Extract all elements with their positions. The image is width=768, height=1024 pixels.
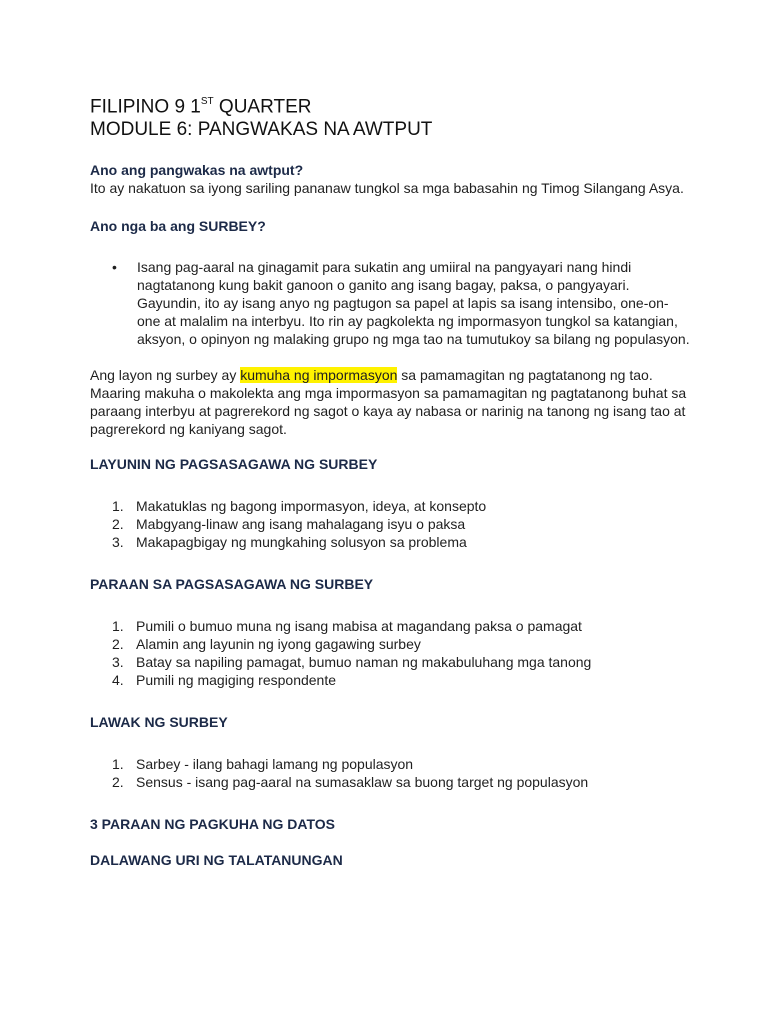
list-item-text: Makatuklas ng bagong impormasyon, ideya, at konsepto bbox=[136, 498, 487, 515]
list-item: 4. Pumili ng magiging respondente bbox=[112, 672, 337, 689]
document-page bbox=[90, 91, 690, 869]
section-heading-layunin: LAYUNIN NG PAGSASAGAWA NG SURBEY bbox=[90, 456, 378, 473]
list-item: 3. Makapagbigay ng mungkahing solusyon sa problema bbox=[112, 534, 467, 551]
document-subtitle: MODULE 6: PANGWAKAS NA AWTPUT bbox=[90, 119, 433, 141]
list-item-text: Makapagbigay ng mungkahing solusyon sa problema bbox=[136, 534, 467, 551]
list-item: 2. Mabgyang-linaw ang isang mahalagang isyu o paksa bbox=[112, 516, 466, 533]
document-title bbox=[90, 91, 690, 118]
section-heading-datos: 3 PARAAN NG PAGKUHA NG DATOS bbox=[90, 816, 336, 833]
layon-before: Ang layon ng surbey ay bbox=[90, 367, 241, 384]
list-item: 1. Sarbey - ilang bahagi lamang ng populasyon bbox=[112, 756, 414, 773]
surbey-question: Ano nga ba ang SURBEY? bbox=[90, 218, 266, 235]
list-item: 1. Pumili o bumuo muna ng isang mabisa at magandang paksa o pamagat bbox=[112, 618, 582, 635]
title-line1-prefix: FILIPINO 9 1 bbox=[90, 96, 201, 118]
layon-after: sa pamamagitan ng pagtatanong ng tao. Maaring makuha o makolekta ang mga impormasyon sa pamamagitan ng pagtatanong buhat sa paraang interbyu at pagrerekord ng sagot o kaya ay nabasa or narinig na tanong ng isang tao at pagrerekord ng kaniyang sagot. bbox=[90, 367, 687, 438]
section-heading-talatanungan: DALAWANG URI NG TALATANUNGAN bbox=[90, 852, 343, 869]
section-heading-paraan: PARAAN SA PAGSASAGAWA NG SURBEY bbox=[90, 576, 374, 593]
list-item-text: Sarbey - ilang bahagi lamang ng populasyon bbox=[136, 756, 414, 773]
list-item-text: Batay sa napiling pamagat, bumuo naman ng makabuluhang mga tanong bbox=[136, 654, 592, 671]
list-item: 1. Makatuklas ng bagong impormasyon, ideya, at konsepto bbox=[112, 498, 487, 515]
surbey-definition-list bbox=[90, 258, 690, 348]
section-heading-lawak: LAWAK NG SURBEY bbox=[90, 714, 228, 731]
lawak-list bbox=[90, 755, 690, 791]
list-item-text: Pumili o bumuo muna ng isang mabisa at magandang paksa o pamagat bbox=[136, 618, 582, 635]
highlighted-text: kumuha ng impormasyon bbox=[240, 367, 398, 384]
list-item: 3. Batay sa napiling pamagat, bumuo naman ng makabuluhang mga tanong bbox=[112, 654, 592, 671]
title-line1-suffix: QUARTER bbox=[213, 96, 312, 118]
list-item: 2. Alamin ang layunin ng iyong gagawing surbey bbox=[112, 636, 421, 653]
list-item-text: Sensus - isang pag-aaral na sumasaklaw sa buong target ng populasyon bbox=[136, 774, 589, 791]
list-item-text: Mabgyang-linaw ang isang mahalagang isyu o paksa bbox=[136, 516, 466, 533]
list-item: 2. Sensus - isang pag-aaral na sumasaklaw sa buong target ng populasyon bbox=[112, 774, 589, 791]
surbey-definition-text: Isang pag-aaral na ginagamit para sukatin ang umiiral na pangyayari nang hindi nagtatanong kung bakit ganoon o ganito ang isang bagay, paksa, o pangyayari. Gayundin, ito ay isang anyo ng pagtugon sa papel at lapis sa isang intensibo, one-on-one at malalim na interbyu. Ito rin ay pagkolekta ng impormasyon tungkol sa katangian, aksyon, o opinyon ng malaking grupo ng mga tao na tumutukoy sa bilang ng populasyon. bbox=[137, 259, 690, 348]
list-item-text: Alamin ang layunin ng iyong gagawing surbey bbox=[136, 636, 421, 653]
layon-paragraph bbox=[90, 366, 690, 438]
bullet-icon: • bbox=[112, 259, 117, 276]
paraan-list bbox=[90, 617, 690, 689]
intro-question: Ano ang pangwakas na awtput? bbox=[90, 162, 304, 179]
list-item-text: Pumili ng magiging respondente bbox=[136, 672, 337, 689]
intro-answer: Ito ay nakatuon sa iyong sariling pananaw tungkol sa mga babasahin ng Timog Silangang Asya. bbox=[90, 180, 684, 197]
layunin-list bbox=[90, 497, 690, 551]
list-item bbox=[90, 258, 690, 348]
title-line1-sup: ST bbox=[200, 96, 214, 107]
